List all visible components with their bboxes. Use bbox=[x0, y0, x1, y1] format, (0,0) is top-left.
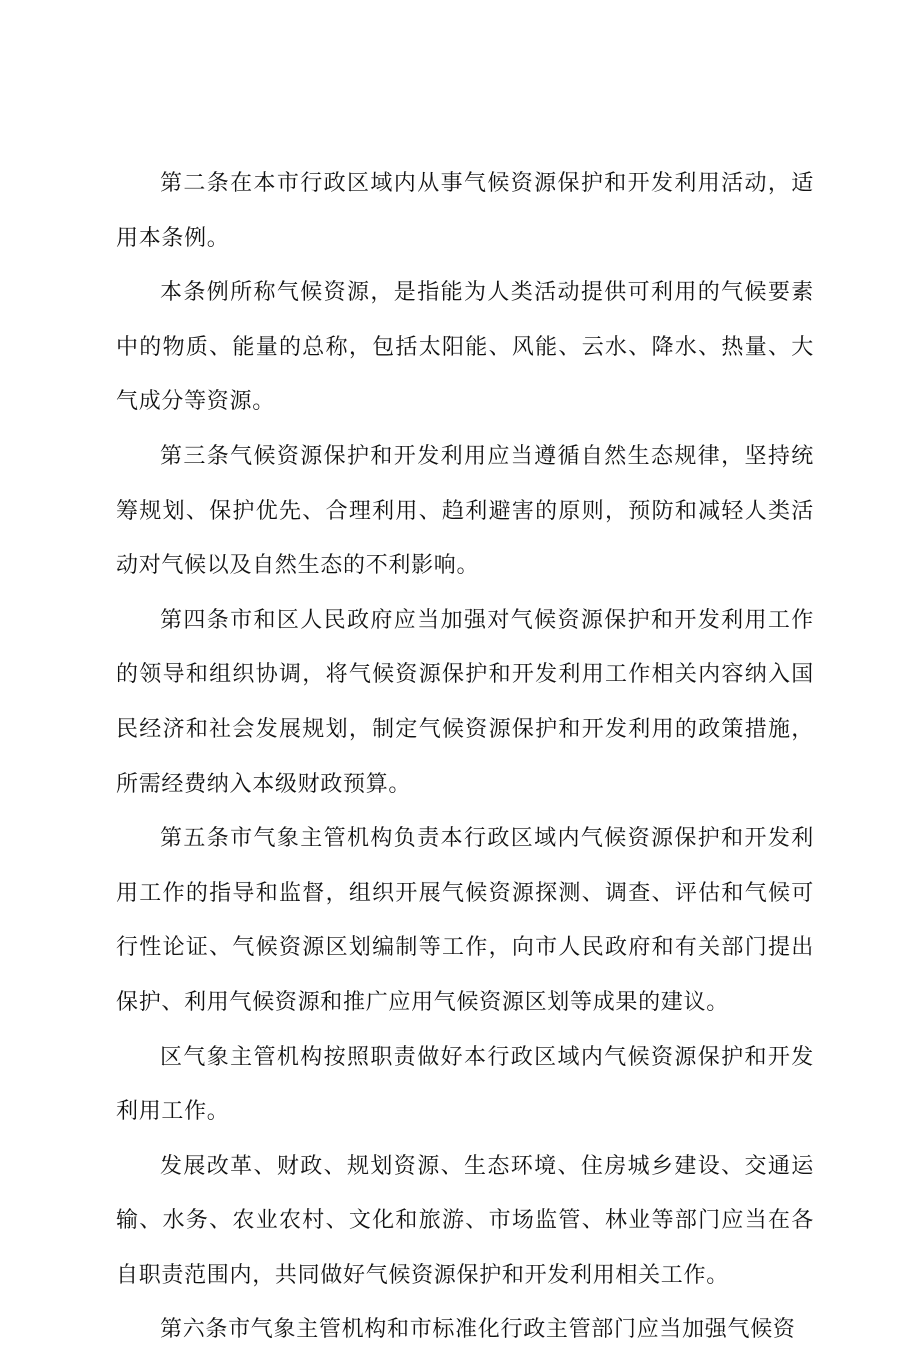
paragraph-article-4: 第四条市和区人民政府应当加强对气候资源保护和开发利用工作的领导和组织协调，将气候资源保护和开发利用工作相关内容纳入国民经济和社会发展规划，制定气候资源保护和开发利用的政策措施，所需经费纳入本级财政预算。 bbox=[116, 607, 814, 797]
document-body bbox=[116, 157, 814, 1358]
paragraph-climate-resource-definition: 本条例所称气候资源，是指能为人类活动提供可利用的气候要素中的物质、能量的总称，包括太阳能、风能、云水、降水、热量、大气成分等资源。 bbox=[116, 280, 814, 415]
paragraph-article-3: 第三条气候资源保护和开发利用应当遵循自然生态规律，坚持统筹规划、保护优先、合理利用、趋利避害的原则，预防和减轻人类活动对气候以及自然生态的不利影响。 bbox=[116, 443, 814, 579]
paragraph-district-agency: 区气象主管机构按照职责做好本行政区域内气候资源保护和开发利用工作。 bbox=[116, 1044, 814, 1125]
paragraph-article-2: 第二条在本市行政区域内从事气候资源保护和开发利用活动，适用本条例。 bbox=[116, 171, 814, 251]
paragraph-departments: 发展改革、财政、规划资源、生态环境、住房城乡建设、交通运输、水务、农业农村、文化和旅游、市场监管、林业等部门应当在各自职责范围内，共同做好气候资源保护和开发利用相关工作。 bbox=[116, 1153, 814, 1288]
paragraph-article-6: 第六条市气象主管机构和市标准化行政主管部门应当加强气候资 bbox=[160, 1317, 796, 1343]
paragraph-article-5: 第五条市气象主管机构负责本行政区域内气候资源保护和开发利用工作的指导和监督，组织开展气候资源探测、调查、评估和气候可行性论证、气候资源区划编制等工作，向市人民政府和有关部门提出保护、利用气候资源和推广应用气候资源区划等成果的建议。 bbox=[116, 826, 814, 1015]
